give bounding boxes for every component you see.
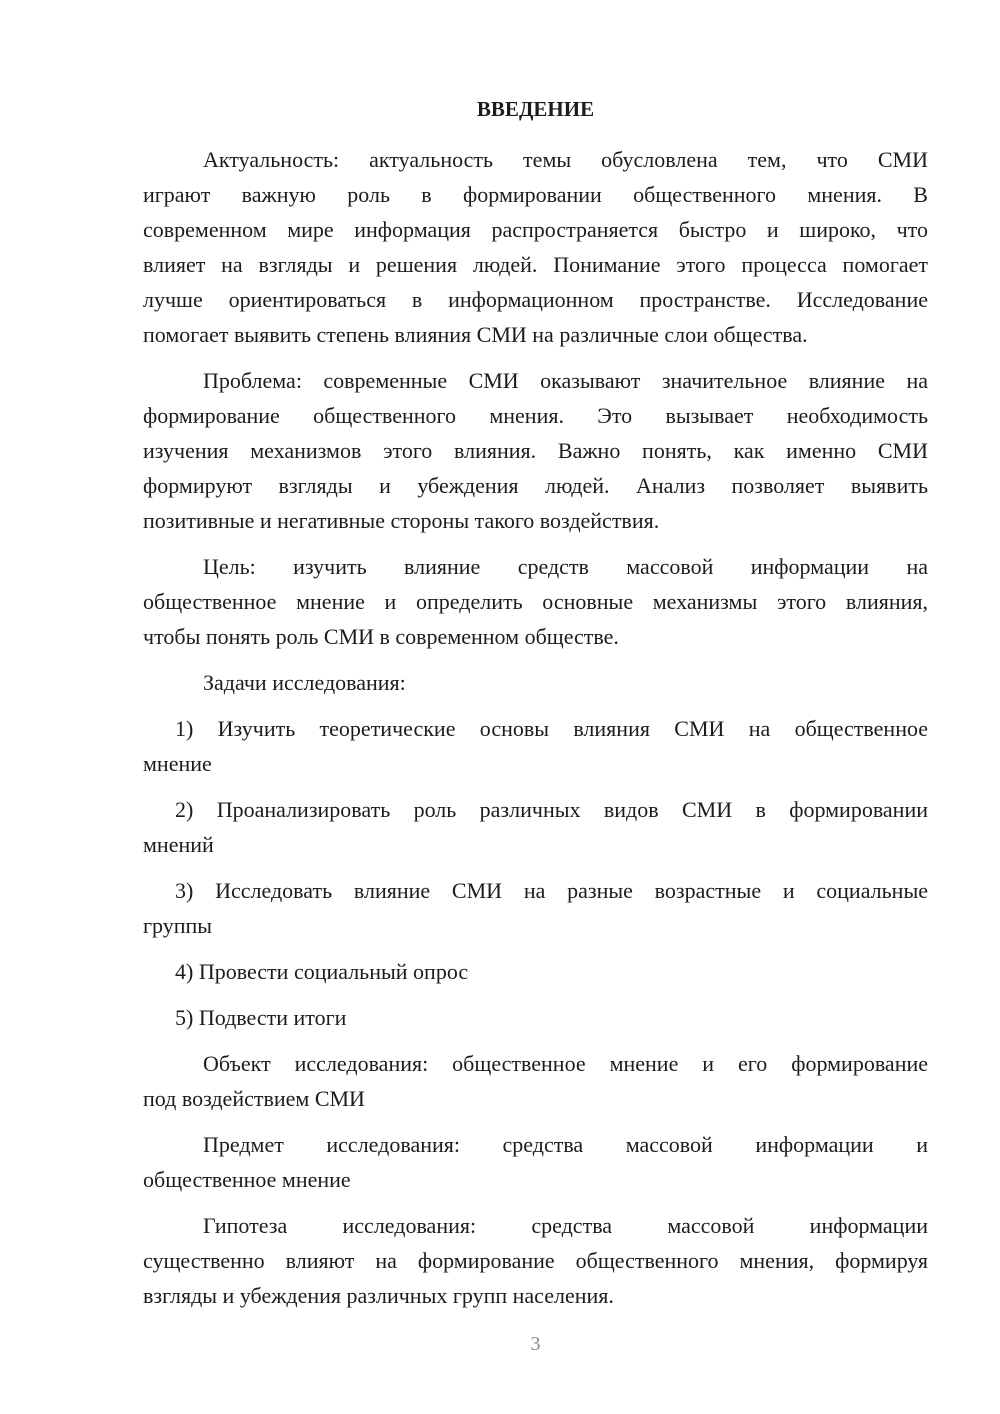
document-body xyxy=(143,142,928,1313)
document-page xyxy=(143,92,928,1324)
text-line: 1) Изучить теоретические основы влияния СМИ на общественное xyxy=(175,716,928,741)
text-line: общественное мнение xyxy=(143,1167,351,1192)
task-item-2 xyxy=(143,792,928,862)
text-line: позитивные и негативные стороны такого воздействия. xyxy=(143,508,660,533)
problem-paragraph xyxy=(143,363,928,538)
text-line: 2) Проанализировать роль различных видов СМИ в формировании xyxy=(175,797,928,822)
text-line: существенно влияют на формирование общественного мнения, формируя xyxy=(143,1248,928,1273)
text-line: играют важную роль в формировании общественного мнения. В xyxy=(143,182,928,207)
text-line: Проблема: современные СМИ оказывают значительное влияние на xyxy=(203,368,928,393)
task-item-1 xyxy=(143,711,928,781)
text-line: современном мире информация распространяется быстро и широко, что xyxy=(143,217,928,242)
text-line: формируют взгляды и убеждения людей. Анализ позволяет выявить xyxy=(143,473,928,498)
task-item-3 xyxy=(143,873,928,943)
task-item-4 xyxy=(143,954,928,989)
hypothesis-paragraph xyxy=(143,1208,928,1313)
text-line: мнений xyxy=(143,832,214,857)
object-paragraph xyxy=(143,1046,928,1116)
text-line: формирование общественного мнения. Это вызывает необходимость xyxy=(143,403,928,428)
text-line: чтобы понять роль СМИ в современном обществе. xyxy=(143,624,619,649)
text-line: 4) Провести социальный опрос xyxy=(175,959,469,984)
text-line: Актуальность: актуальность темы обусловлена тем, что СМИ xyxy=(203,147,928,172)
text-line: общественное мнение и определить основные механизмы этого влияния, xyxy=(143,589,928,614)
page-title: ВВЕДЕНИЕ xyxy=(476,97,595,121)
text-line: влияет на взгляды и решения людей. Понимание этого процесса помогает xyxy=(143,252,928,277)
text-line: Цель: изучить влияние средств массовой информации на xyxy=(203,554,928,579)
goal-paragraph xyxy=(143,549,928,654)
relevance-paragraph xyxy=(143,142,928,352)
page-number: 3 xyxy=(530,1333,541,1355)
text-line: 5) Подвести итоги xyxy=(175,1005,347,1030)
text-line: помогает выявить степень влияния СМИ на различные слои общества. xyxy=(143,322,808,347)
text-line: Объект исследования: общественное мнение и его формирование xyxy=(203,1051,928,1076)
text-line: Предмет исследования: средства массовой информации и xyxy=(203,1132,928,1157)
task-item-5 xyxy=(143,1000,928,1035)
text-line: лучше ориентироваться в информационном пространстве. Исследование xyxy=(143,287,928,312)
text-line: Задачи исследования: xyxy=(203,670,406,695)
text-line: группы xyxy=(143,913,213,938)
text-line: Гипотеза исследования: средства массовой информации xyxy=(203,1213,928,1238)
subject-paragraph xyxy=(143,1127,928,1197)
text-line: взгляды и убеждения различных групп населения. xyxy=(143,1283,614,1308)
tasks-heading xyxy=(143,665,928,700)
text-line: изучения механизмов этого влияния. Важно понять, как именно СМИ xyxy=(143,438,928,463)
text-line: 3) Исследовать влияние СМИ на разные возрастные и социальные xyxy=(175,878,928,903)
text-line: под воздействием СМИ xyxy=(143,1086,365,1111)
text-line: мнение xyxy=(143,751,212,776)
